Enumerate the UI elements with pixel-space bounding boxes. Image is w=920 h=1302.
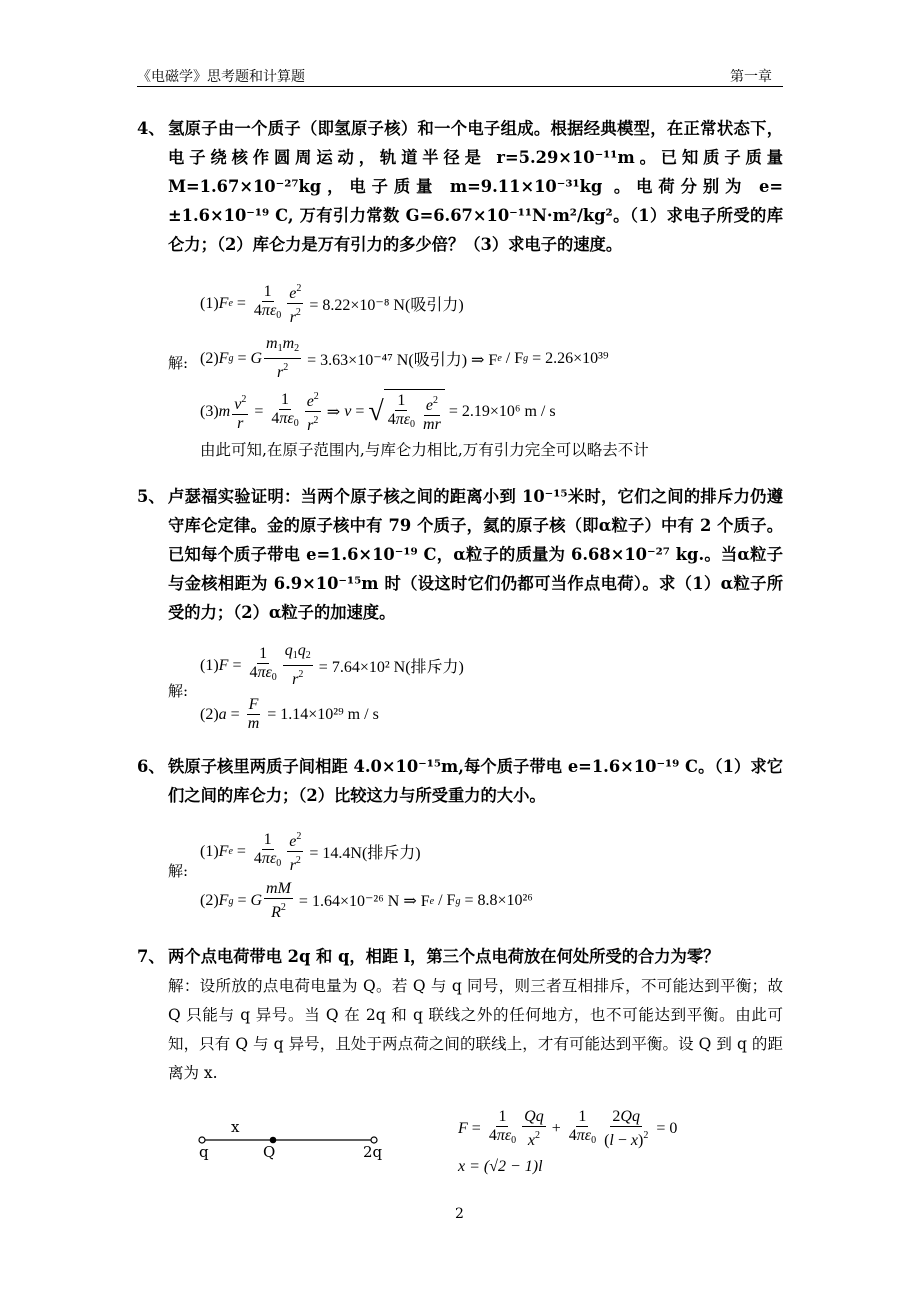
- p4-eq1: (1) F e = $\frac{1}{4\pi\varepsilon_0}$ $\frac{e^2}{r^2}$ = 8.22×10⁻⁸ N(吸引力): [200, 280, 464, 327]
- header-title: 《电磁学》思考题和计算题: [137, 69, 305, 85]
- p4-result-2c: = 2.26×10³⁹: [532, 349, 609, 367]
- p4-conclusion: 由此可知,在原子范围内,与库仑力相比,万有引力完全可以略去不计: [200, 441, 649, 459]
- p6-eq2: (2) F g = G $\frac{mM}{R^2}$ = 1.64×10⁻²⁶ N ⇒ F e / F g = 8.8×10²⁶: [200, 880, 533, 921]
- problem-6-text: 铁原子核里两质子间相距 4.0×10⁻¹⁵m,每个质子带电 e=1.6×10⁻¹⁹ C。（1）求它们之间的库仑力；（2）比较这力与所受重力的大小。: [168, 757, 783, 805]
- p5-eq2: (2) a = $\frac{F}{m}$ = 1.14×10²⁹ m / s: [200, 696, 379, 732]
- p4-result-1: = 8.22×10⁻⁸ N(吸引力): [309, 297, 464, 314]
- p4-eq3: (3) m $\frac{v^2}{r}$ = $\frac{1}{4\pi\varepsilon_0}$ $\frac{e^2}{r^2}$ ⇒ v = √ $\frac{1}{4\pi\varepsilon_0}$ $\frac{e^2}{mr}$ = 2.19×10⁶ m / s: [200, 388, 556, 435]
- problem-6-number: 6、: [137, 757, 165, 776]
- p4-result-2: = 3.63×10⁻⁴⁷ N(吸引力) ⇒ F: [307, 352, 498, 369]
- problem-4-number: 4、: [137, 119, 165, 138]
- p4-eq2: (2) F g = G $\frac{m_1m_2}{r^2}$ = 3.63×10⁻⁴⁷ N(吸引力) ⇒ F e / F g = 2.26×10³⁹: [200, 335, 609, 381]
- p6-result-1: = 14.4N(排斥力): [309, 845, 421, 862]
- p5-jie: 解:: [168, 682, 189, 700]
- problem-7-text: 两个点电荷带电 2q 和 q，相距 l，第三个点电荷放在何处所受的合力为零？: [168, 947, 720, 966]
- p6-result-2: = 1.64×10⁻²⁶ N ⇒ F: [298, 893, 430, 910]
- p6-jie: 解:: [168, 862, 189, 880]
- p4-result-2b: / F: [505, 349, 524, 367]
- diagram-label-2q: 2q: [363, 1143, 383, 1161]
- problem-5-number: 5、: [137, 487, 165, 506]
- p5-eq1: (1) F = $\frac{1}{4\pi\varepsilon_0}$ $\frac{q_1q_2}{r^2}$ = 7.64×10² N(排斥力): [200, 642, 464, 688]
- p7-solution: 解：设所放的点电荷电量为 Q。若 Q 与 q 同号，则三者互相排斥，不可能达到平衡；故 Q 只能与 q 异号。当 Q 在 2q 和 q 联线之外的任何地方，也不可能达到平衡。由此可知，只有 Q 与 q 异号，且处于两点荷之间的联线上，才有可能达到平衡。设 Q 到 q 的距离为 x.: [168, 977, 783, 1082]
- p7-x-result: x = (√2 − 1)l: [458, 1158, 543, 1175]
- p4-result-3: = 2.19×10⁶ m / s: [448, 402, 556, 420]
- header-chapter: 第一章: [730, 69, 772, 85]
- problem-4-text: 氢原子由一个质子（即氢原子核）和一个电子组成。根据经典模型，在正常状态下，电子绕核作圆周运动，轨道半径是 r=5.29×10⁻¹¹m。已知质子质量 M=1.67×10⁻²⁷kg，电子质量 m=9.11×10⁻³¹kg 。电荷分别为 e= ±1.6×10⁻¹⁹ C, 万有引力常数 G=6.67×10⁻¹¹N·m²/kg²。（1）求电子所受的库仑力；（2）库仑力是万有引力的多少倍？（3）求电子的速度。: [168, 119, 783, 254]
- p6-eq1: (1) F e = $\frac{1}{4\pi\varepsilon_0}$ $\frac{e^2}{r^2}$ = 14.4N(排斥力): [200, 828, 421, 875]
- p4-jie: 解:: [168, 354, 189, 372]
- page-number: 2: [455, 1206, 464, 1222]
- p5-result-2: = 1.14×10²⁹ m / s: [267, 705, 379, 723]
- diagram-label-Q: Q: [263, 1143, 276, 1161]
- problem-5-text: 卢瑟福实验证明：当两个原子核之间的距离小到 10⁻¹⁵米时，它们之间的排斥力仍遵守库仑定律。金的原子核中有 79 个质子，氦的原子核（即α粒子）中有 2 个质子。已知每个质子带电 e=1.6×10⁻¹⁹ C，α粒子的质量为 6.68×10⁻²⁷ kg.。当α粒子与金核相距为 6.9×10⁻¹⁵m 时（设这时它们仍都可当作点电荷）。求（1）α粒子所受的力；（2）α粒子的加速度。: [168, 487, 783, 622]
- p6-result-2b: / F: [438, 892, 456, 909]
- p5-result-1: = 7.64×10² N(排斥力): [318, 659, 464, 676]
- p7-eq2: [458, 1158, 543, 1176]
- p7-eq1: F = $\frac{1}{4\pi\varepsilon_0}$ $\frac{Qq}{x^2}$ + $\frac{1}{4\pi\varepsilon_0}$ $\frac{2Qq}{(l - x)^2}$ = 0: [458, 1108, 678, 1149]
- diagram-label-x: x: [231, 1118, 240, 1136]
- p7-eq1-result: = 0: [656, 1120, 678, 1137]
- p6-result-2c: = 8.8×10²⁶: [464, 892, 533, 909]
- header-rule: [137, 86, 783, 87]
- diagram-label-q: q: [199, 1143, 209, 1161]
- problem-7-number: 7、: [137, 947, 165, 966]
